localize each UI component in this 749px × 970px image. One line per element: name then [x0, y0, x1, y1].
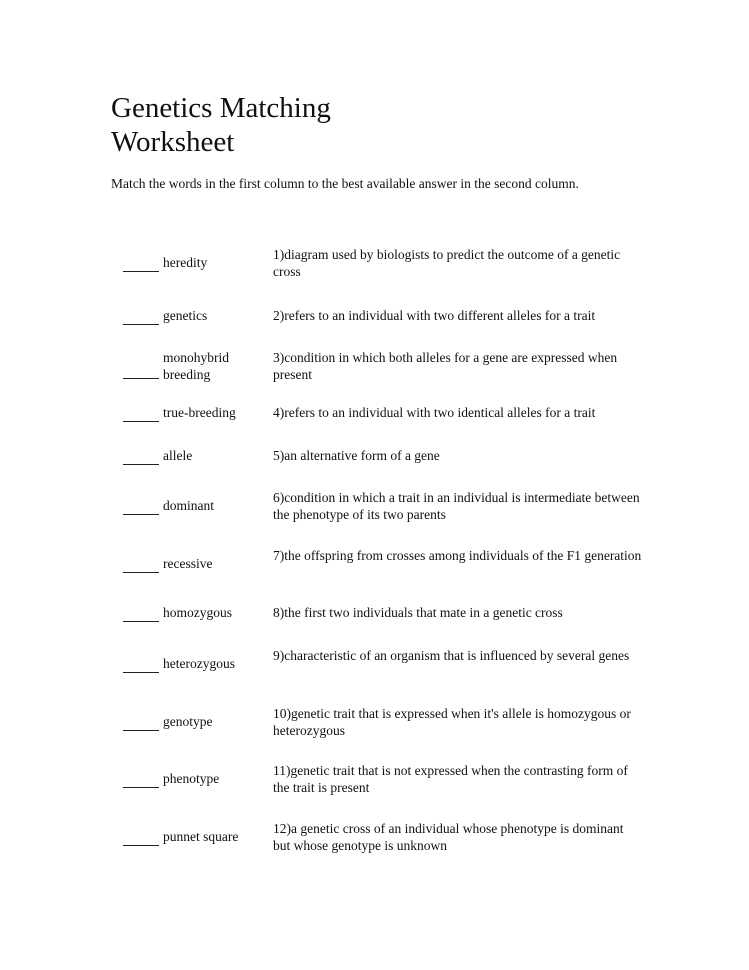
definition-text: 11)genetic trait that is not expressed when the contrasting form of the trait is present — [273, 763, 628, 795]
term-label: recessive — [163, 556, 213, 571]
term-label: genotype — [163, 714, 213, 729]
definition-text: 6)condition in which a trait in an individual is intermediate between the phenotype of its two parents — [273, 490, 640, 522]
matching-row — [123, 393, 643, 433]
matching-row — [123, 544, 643, 584]
term-label: phenotype — [163, 771, 220, 786]
page-title-line1: Genetics Matching — [111, 92, 331, 124]
answer-blank[interactable] — [123, 421, 159, 422]
term-label: allele — [163, 448, 193, 463]
definition-text: 10)genetic trait that is expressed when it's allele is homozygous or heterozygous — [273, 706, 631, 738]
answer-blank[interactable] — [123, 730, 159, 731]
term-label: dominant — [163, 498, 214, 513]
definition-text: 8)the first two individuals that mate in a genetic cross — [273, 605, 563, 620]
term-label: monohybrid breeding — [163, 350, 229, 382]
definition-text: 3)condition in which both alleles for a gene are expressed when present — [273, 350, 618, 382]
answer-blank[interactable] — [123, 787, 159, 788]
matching-row — [123, 702, 643, 742]
definition-text: 9)characteristic of an organism that is influenced by several genes — [273, 648, 630, 663]
matching-row — [123, 817, 643, 857]
answer-blank[interactable] — [123, 271, 159, 272]
matching-row — [123, 346, 643, 386]
answer-blank[interactable] — [123, 514, 159, 515]
term-label: heterozygous — [163, 656, 235, 671]
definition-text: 1)diagram used by biologists to predict the outcome of a genetic cross — [273, 247, 621, 279]
matching-row — [123, 759, 643, 799]
definition-text: 7)the offspring from crosses among individuals of the F1 generation — [273, 548, 642, 563]
definition-text: 12)a genetic cross of an individual whose phenotype is dominant but whose genotype is unknown — [273, 821, 624, 853]
instructions: Match the words in the first column to the best available answer in the second column. — [111, 176, 579, 191]
answer-blank[interactable] — [123, 672, 159, 673]
answer-blank[interactable] — [123, 464, 159, 465]
term-label: genetics — [163, 308, 208, 323]
term-label: punnet square — [163, 829, 239, 844]
term-label: heredity — [163, 255, 208, 270]
matching-row — [123, 593, 643, 633]
definition-text: 2)refers to an individual with two different alleles for a trait — [273, 308, 596, 323]
definition-text: 5)an alternative form of a gene — [273, 448, 440, 463]
term-label: true-breeding — [163, 405, 236, 420]
answer-blank[interactable] — [123, 845, 159, 846]
term-label: homozygous — [163, 605, 232, 620]
matching-row — [123, 486, 643, 526]
definition-text: 4)refers to an individual with two identical alleles for a trait — [273, 405, 596, 420]
matching-row — [123, 296, 643, 336]
matching-row — [123, 436, 643, 476]
page-title-line2: Worksheet — [111, 126, 235, 158]
answer-blank[interactable] — [123, 621, 159, 622]
answer-blank[interactable] — [123, 572, 159, 573]
answer-blank[interactable] — [123, 324, 159, 325]
matching-row — [123, 644, 643, 684]
matching-row — [123, 243, 643, 283]
answer-blank[interactable] — [123, 378, 159, 379]
